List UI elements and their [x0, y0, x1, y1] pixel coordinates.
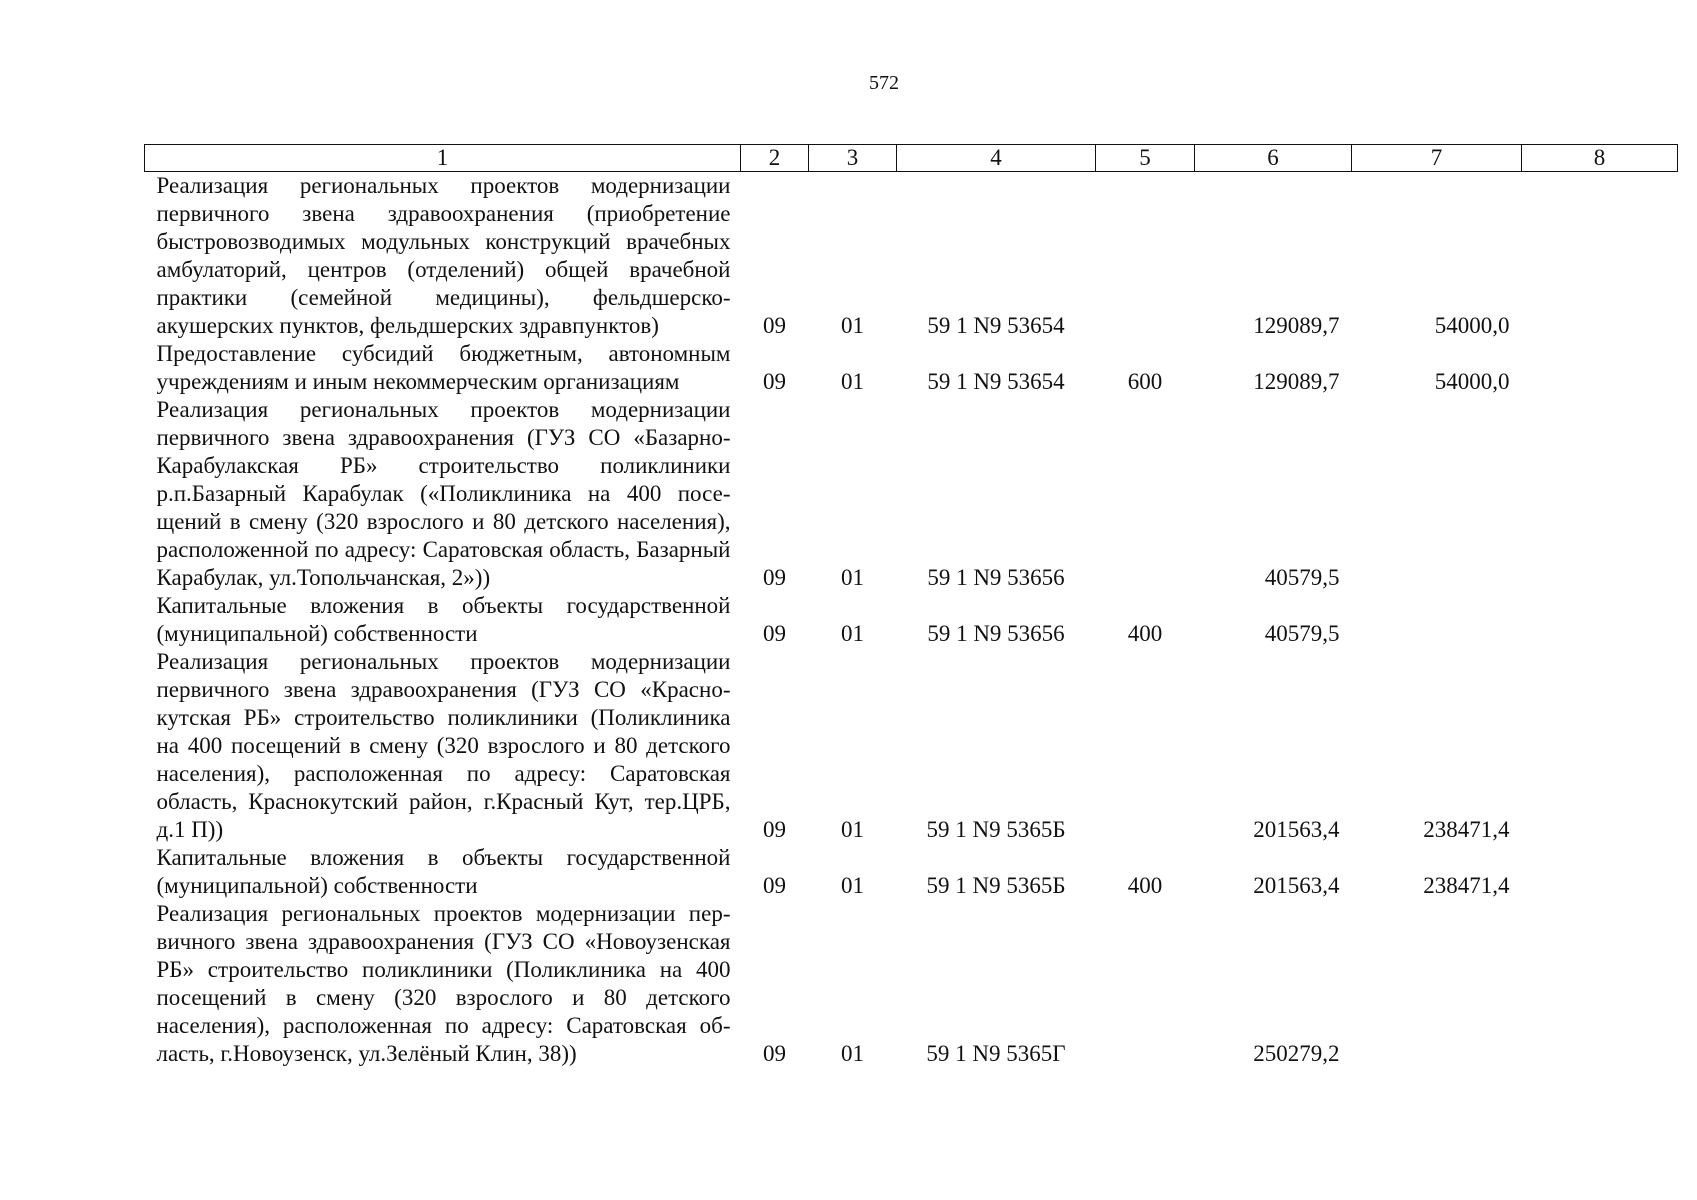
row-type [1096, 172, 1195, 341]
table-row [145, 396, 1678, 592]
column-header-3: 3 [809, 145, 897, 172]
row-amount-1: 129089,7 [1253, 369, 1340, 394]
row-code: 59 1 N9 5365Б [926, 817, 1066, 842]
header-row [145, 145, 1678, 172]
row-amount-3 [1522, 592, 1678, 648]
row-code: 59 1 N9 5365Б [926, 873, 1066, 898]
budget-table [144, 144, 1678, 1068]
row-section: 09 [763, 817, 786, 842]
row-amount-2: 238471,4 [1423, 817, 1510, 842]
row-amount-2: 54000,0 [1434, 313, 1510, 338]
row-amount-1: 129089,7 [1253, 313, 1340, 338]
row-amount-3 [1522, 648, 1678, 844]
row-amount-3 [1522, 396, 1678, 592]
row-name: Капитальные вложения в объекты государственной (муниципальной) собственности [156, 845, 731, 898]
row-amount-1: 201563,4 [1253, 817, 1340, 842]
table-row [145, 340, 1678, 396]
column-header-1: 1 [145, 145, 741, 172]
row-type [1096, 396, 1195, 592]
row-type: 400 [1127, 873, 1163, 898]
row-amount-2: 238471,4 [1423, 873, 1510, 898]
row-section: 09 [763, 621, 786, 646]
row-amount-2: 54000,0 [1434, 369, 1510, 394]
column-header-5: 5 [1096, 145, 1195, 172]
row-name: Капитальные вложения в объекты государственной (муниципальной) собственности [156, 593, 731, 646]
row-name: Реализация региональных проектов модернизации первичного звена здравоохранения (ГУЗ СО «Новоузенская РБ» строительство поликлиники (Поликлиника на 400 посещений в смену (320 взрослого и 80 детского населения), расположенная по адресу: Саратовская область, г.Новоузенск, ул.Зелёный Клин, 38)) [156, 901, 731, 1066]
row-name: Реализация региональных проектов модернизации первичного звена здравоохранения (приобретение быстровозводимых модульных конструкций врачебных амбулаторий, центров (отделений) общей врачебной практики (семейной медицины), фельдшерско-акушерских пунктов, фельдшерских здравпунктов) [156, 173, 731, 338]
row-subsection: 01 [841, 565, 864, 590]
row-code: 59 1 N9 53656 [927, 621, 1065, 646]
table-body [145, 172, 1678, 1069]
table-row [145, 172, 1678, 341]
row-section: 09 [763, 873, 786, 898]
table-row [145, 592, 1678, 648]
row-subsection: 01 [841, 369, 864, 394]
row-amount-3 [1522, 340, 1678, 396]
row-type [1096, 900, 1195, 1068]
row-amount-1: 201563,4 [1253, 873, 1340, 898]
row-subsection: 01 [841, 873, 864, 898]
row-name: Реализация региональных проектов модернизации первичного звена здравоохранения (ГУЗ СО «Краснокутская РБ» строительство поликлиники (Поликлиника на 400 посещений в смену (320 взрослого и 80 детского населения), расположенная по адресу: Саратовская область, Краснокутский район, г.Красный Кут, тер.ЦРБ, д.1 П)) [156, 649, 731, 842]
row-amount-3 [1522, 172, 1678, 341]
row-section: 09 [763, 1041, 786, 1066]
table-row [145, 648, 1678, 844]
column-header-8: 8 [1522, 145, 1678, 172]
row-amount-2 [1352, 900, 1522, 1068]
table-row [145, 844, 1678, 900]
row-name: Реализация региональных проектов модернизации первичного звена здравоохранения (ГУЗ СО «Базарно-Карабулакская РБ» строительство поликлиники р.п.Базарный Карабулак («Поликлиника на 400 посещений в смену (320 взрослого и 80 детского населения), расположенной по адресу: Саратовская область, Базарный Карабулак, ул.Топольчанская, 2»)) [156, 397, 731, 590]
table-row [145, 900, 1678, 1068]
column-header-4: 4 [897, 145, 1096, 172]
row-amount-2 [1352, 396, 1522, 592]
row-type: 400 [1127, 621, 1163, 646]
row-amount-2 [1352, 592, 1522, 648]
row-code: 59 1 N9 53654 [927, 313, 1065, 338]
table-header [145, 145, 1678, 172]
row-amount-1: 40579,5 [1264, 621, 1340, 646]
row-subsection: 01 [841, 621, 864, 646]
row-subsection: 01 [841, 817, 864, 842]
row-section: 09 [763, 313, 786, 338]
row-code: 59 1 N9 53654 [927, 369, 1065, 394]
row-amount-1: 40579,5 [1264, 565, 1340, 590]
row-amount-1: 250279,2 [1253, 1041, 1340, 1066]
row-amount-3 [1522, 844, 1678, 900]
row-section: 09 [763, 369, 786, 394]
row-name: Предоставление субсидий бюджетным, автономным учреждениям и иным некоммерческим организациям [156, 341, 731, 394]
column-header-7: 7 [1352, 145, 1522, 172]
row-subsection: 01 [841, 313, 864, 338]
column-header-6: 6 [1195, 145, 1352, 172]
row-type [1096, 648, 1195, 844]
column-header-2: 2 [741, 145, 809, 172]
page-number: 572 [869, 72, 899, 94]
row-type: 600 [1127, 369, 1163, 394]
row-code: 59 1 N9 5365Г [926, 1041, 1066, 1066]
row-subsection: 01 [841, 1041, 864, 1066]
row-code: 59 1 N9 53656 [927, 565, 1065, 590]
row-amount-3 [1522, 900, 1678, 1068]
row-section: 09 [763, 565, 786, 590]
